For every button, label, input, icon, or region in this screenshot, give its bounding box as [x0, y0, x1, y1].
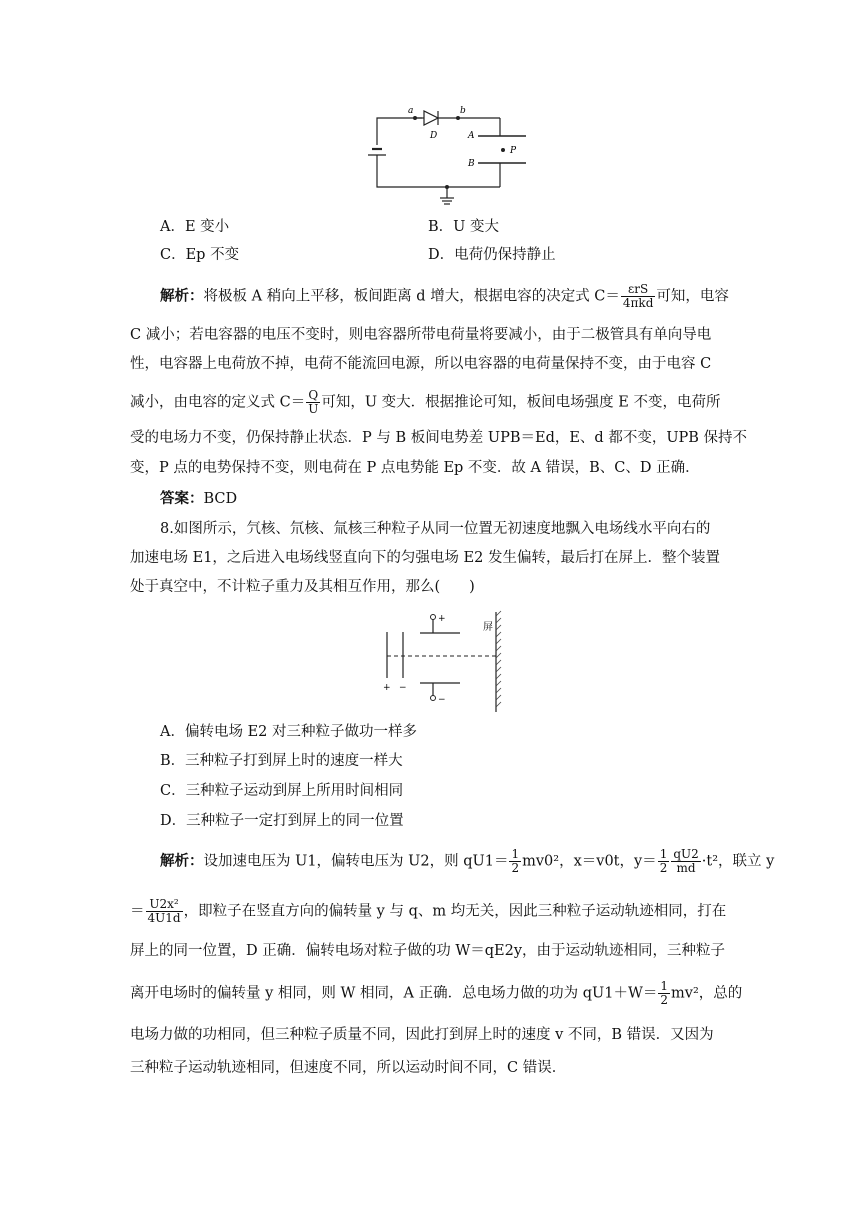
text: mv0²，x＝v0t，y＝ — [522, 853, 657, 870]
q7-analysis-line2: C 减小；若电容器的电压不变时，则电容器所带电荷量将要减小，由于二极管具有单向导电 — [130, 327, 712, 343]
text: 可知，电容 — [656, 288, 729, 305]
label-A: A — [468, 131, 475, 141]
q7-answer — [160, 489, 237, 509]
q7-analysis-line3: 性，电容器上电荷放不掉，电荷不能流回电源，所以电容器的电荷量保持不变，由于电容 C — [130, 356, 712, 372]
text: 设加速电压为 U1，偏转电压为 U2，则 qU1＝ — [203, 853, 509, 870]
minus-bottom: − — [438, 695, 446, 705]
plus-top: + — [438, 614, 446, 624]
text: ·t²，联立 y — [701, 853, 775, 870]
label-a: a — [408, 106, 414, 116]
q8-analysis-line6: 三种粒子运动轨迹相同，但速度不同，所以运动时间不同，C 错误． — [130, 1060, 567, 1076]
text: 可知，U 变大．根据推论可知，板间电场强度 E 不变，电荷所 — [321, 394, 721, 411]
q7-option-b: B．U 变大 — [428, 219, 499, 235]
q8-option-a: A．偏转电场 E2 对三种粒子做功一样多 — [160, 724, 417, 740]
q7-analysis-line5: 受的电场力不变，仍保持静止状态．P 与 B 板间电势差 UPB＝Ed，E、d 都不变，UPB 保持不 — [130, 430, 748, 446]
q7-analysis-line4 — [130, 389, 720, 416]
q8-option-b: B．三种粒子打到屏上时的速度一样大 — [160, 753, 403, 769]
text: 将极板 A 稍向上平移，板间距离 d 增大，根据电容的决定式 C＝ — [203, 288, 620, 305]
minus-left: − — [399, 683, 407, 693]
half-fraction-3: $\frac{1}{2}$ — [660, 979, 668, 1007]
analysis-title: 解析： — [160, 287, 204, 305]
deflection-fraction: $\frac{qU2}{md}$ — [673, 847, 699, 875]
circuit-diagram — [360, 100, 540, 210]
q8-analysis-line4 — [130, 980, 742, 1007]
label-D: D — [430, 131, 438, 141]
capacitance-formula: $\frac{\text{εrS}}{\text{4πkd}}$ — [622, 282, 654, 310]
text: 离开电场时的偏转量 y 相同，则 W 相同，A 正确．总电场力做的功为 qU1＋W＝ — [130, 985, 658, 1002]
q8-analysis-line3: 屏上的同一位置，D 正确．偏转电场对粒子做的功 W＝qE2y，由于运动轨迹相同，三种粒子 — [130, 943, 726, 959]
analysis-title: 解析： — [160, 852, 204, 870]
text: ＝ — [130, 903, 145, 920]
field-diagram — [375, 606, 515, 716]
plus-left: + — [383, 683, 391, 693]
q7-option-d: D．电荷仍保持静止 — [428, 247, 556, 263]
definition-formula: $\frac{Q}{U}$ — [308, 388, 319, 416]
half-fraction: $\frac{1}{2}$ — [511, 847, 520, 875]
half-fraction-2: $\frac{1}{2}$ — [659, 847, 668, 875]
text: 减小，由电容的定义式 C＝ — [130, 394, 306, 411]
text: mv²，总的 — [671, 985, 743, 1002]
answer-value: BCD — [203, 491, 238, 507]
q7-analysis-line6: 变，P 点的电势保持不变，则电荷在 P 点电势能 Ep 不变．故 A 错误，B、C、D 正确． — [130, 460, 700, 476]
offset-fraction: $\frac{\text{U2x²}}{4U1d}$ — [147, 897, 181, 925]
q8-line2: 加速电场 E1，之后进入电场线竖直向下的匀强电场 E2 发生偏转，最后打在屏上．整个装置 — [130, 550, 720, 566]
q8-analysis-line5: 电场力做的功相同，但三种粒子质量不同，因此打到屏上时的速度 v 不同，B 错误．又因为 — [130, 1027, 714, 1043]
q7-option-c: C．Ep 不变 — [160, 247, 240, 263]
q7-analysis-line1 — [160, 283, 729, 310]
q8-analysis-line1 — [160, 848, 774, 875]
label-P: P — [510, 146, 517, 156]
q8-option-c: C．三种粒子运动到屏上所用时间相同 — [160, 783, 404, 799]
answer-label: 答案： — [160, 490, 204, 507]
q8-analysis-line2 — [130, 898, 726, 925]
q8-option-d: D．三种粒子一定打到屏上的同一位置 — [160, 813, 404, 829]
q7-option-a: A．E 变小 — [160, 219, 230, 235]
label-b: b — [460, 106, 466, 116]
q8-line1: 8.如图所示，氕核、氘核、氚核三种粒子从同一位置无初速度地飘入电场线水平向右的 — [160, 521, 711, 537]
label-B: B — [468, 159, 475, 169]
screen-label: 屏 — [483, 622, 493, 633]
text: ，即粒子在竖直方向的偏转量 y 与 q、m 均无关，因此三种粒子运动轨迹相同，打在 — [183, 903, 727, 920]
q8-line3: 处于真空中，不计粒子重力及其相互作用，那么( ) — [130, 579, 475, 595]
